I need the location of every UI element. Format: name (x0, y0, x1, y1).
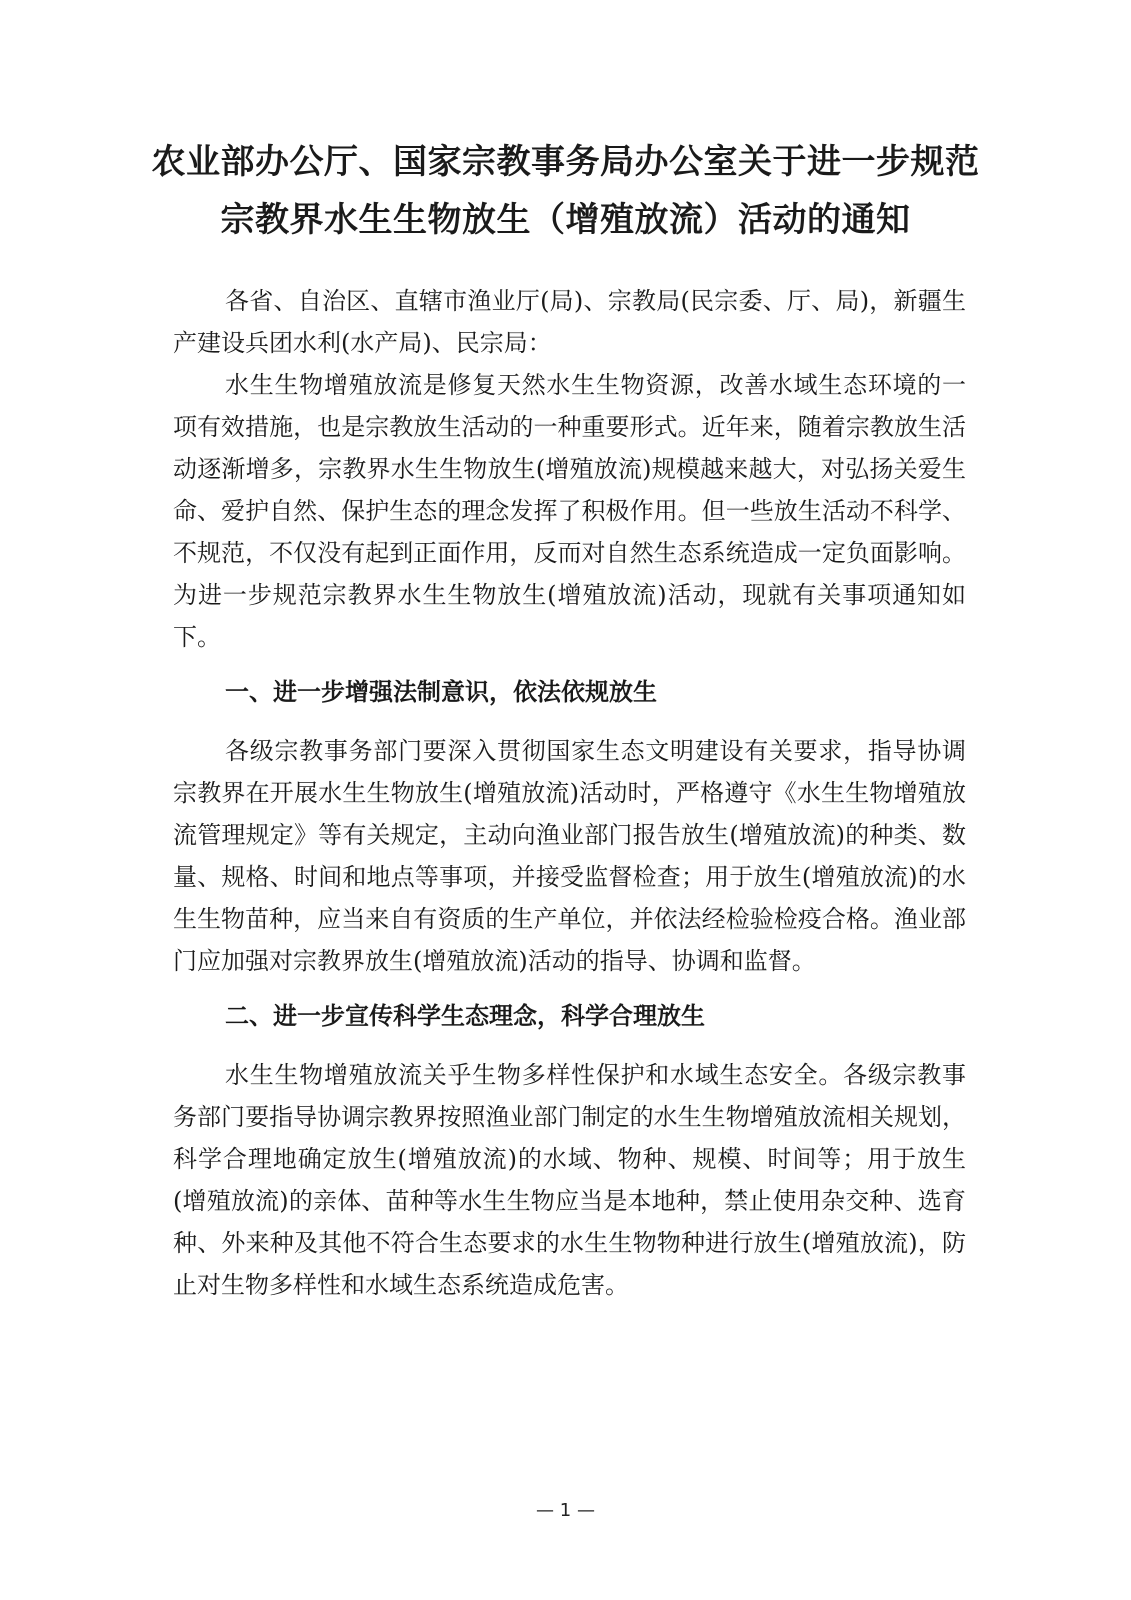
section-body-2: 水生生物增殖放流关乎生物多样性保护和水域生态安全。各级宗教事务部门要指导协调宗教界按照渔业部门制定的水生生物增殖放流相关规划，科学合理地确定放生(增殖放流)的水域、物种、规模、时间等；用于放生(增殖放流)的亲体、苗种等水生生物应当是本地种，禁止使用杂交种、选育种、外来种及其他不符合生态要求的水生生物物种进行放生(增殖放流)，防止对生物多样性和水域生态系统造成危害。 (173, 1061, 966, 1299)
section-heading-1: 一、进一步增强法制意识，依法依规放生 (225, 678, 657, 706)
section-heading-2: 二、进一步宣传科学生态理念，科学合理放生 (225, 1002, 705, 1030)
addressee: 各省、自治区、直辖市渔业厅(局)、宗教局(民宗委、厅、局)，新疆生产建设兵团水利(水产局)、民宗局： (173, 287, 966, 357)
page-number: — 1 — (536, 1500, 595, 1521)
document-title-line-1: 农业部办公厅、国家宗教事务局办公室关于进一步规范 (151, 142, 980, 182)
intro-paragraph: 水生生物增殖放流是修复天然水生生物资源，改善水域生态环境的一项有效措施，也是宗教放生活动的一种重要形式。近年来，随着宗教放生活动逐渐增多，宗教界水生生物放生(增殖放流)规模越来越大，对弘扬关爱生命、爱护自然、保护生态的理念发挥了积极作用。但一些放生活动不科学、不规范，不仅没有起到正面作用，反而对自然生态系统造成一定负面影响。为进一步规范宗教界水生生物放生(增殖放流)活动，现就有关事项通知如下。 (173, 371, 966, 651)
document-title-line-2: 宗教界水生生物放生（增殖放流）活动的通知 (220, 200, 911, 240)
section-body-1: 各级宗教事务部门要深入贯彻国家生态文明建设有关要求，指导协调宗教界在开展水生生物放生(增殖放流)活动时，严格遵守《水生生物增殖放流管理规定》等有关规定，主动向渔业部门报告放生(增殖放流)的种类、数量、规格、时间和地点等事项，并接受监督检查；用于放生(增殖放流)的水生生物苗种，应当来自有资质的生产单位，并依法经检验检疫合格。渔业部门应加强对宗教界放生(增殖放流)活动的指导、协调和监督。 (173, 737, 966, 975)
document-body (173, 280, 966, 1306)
